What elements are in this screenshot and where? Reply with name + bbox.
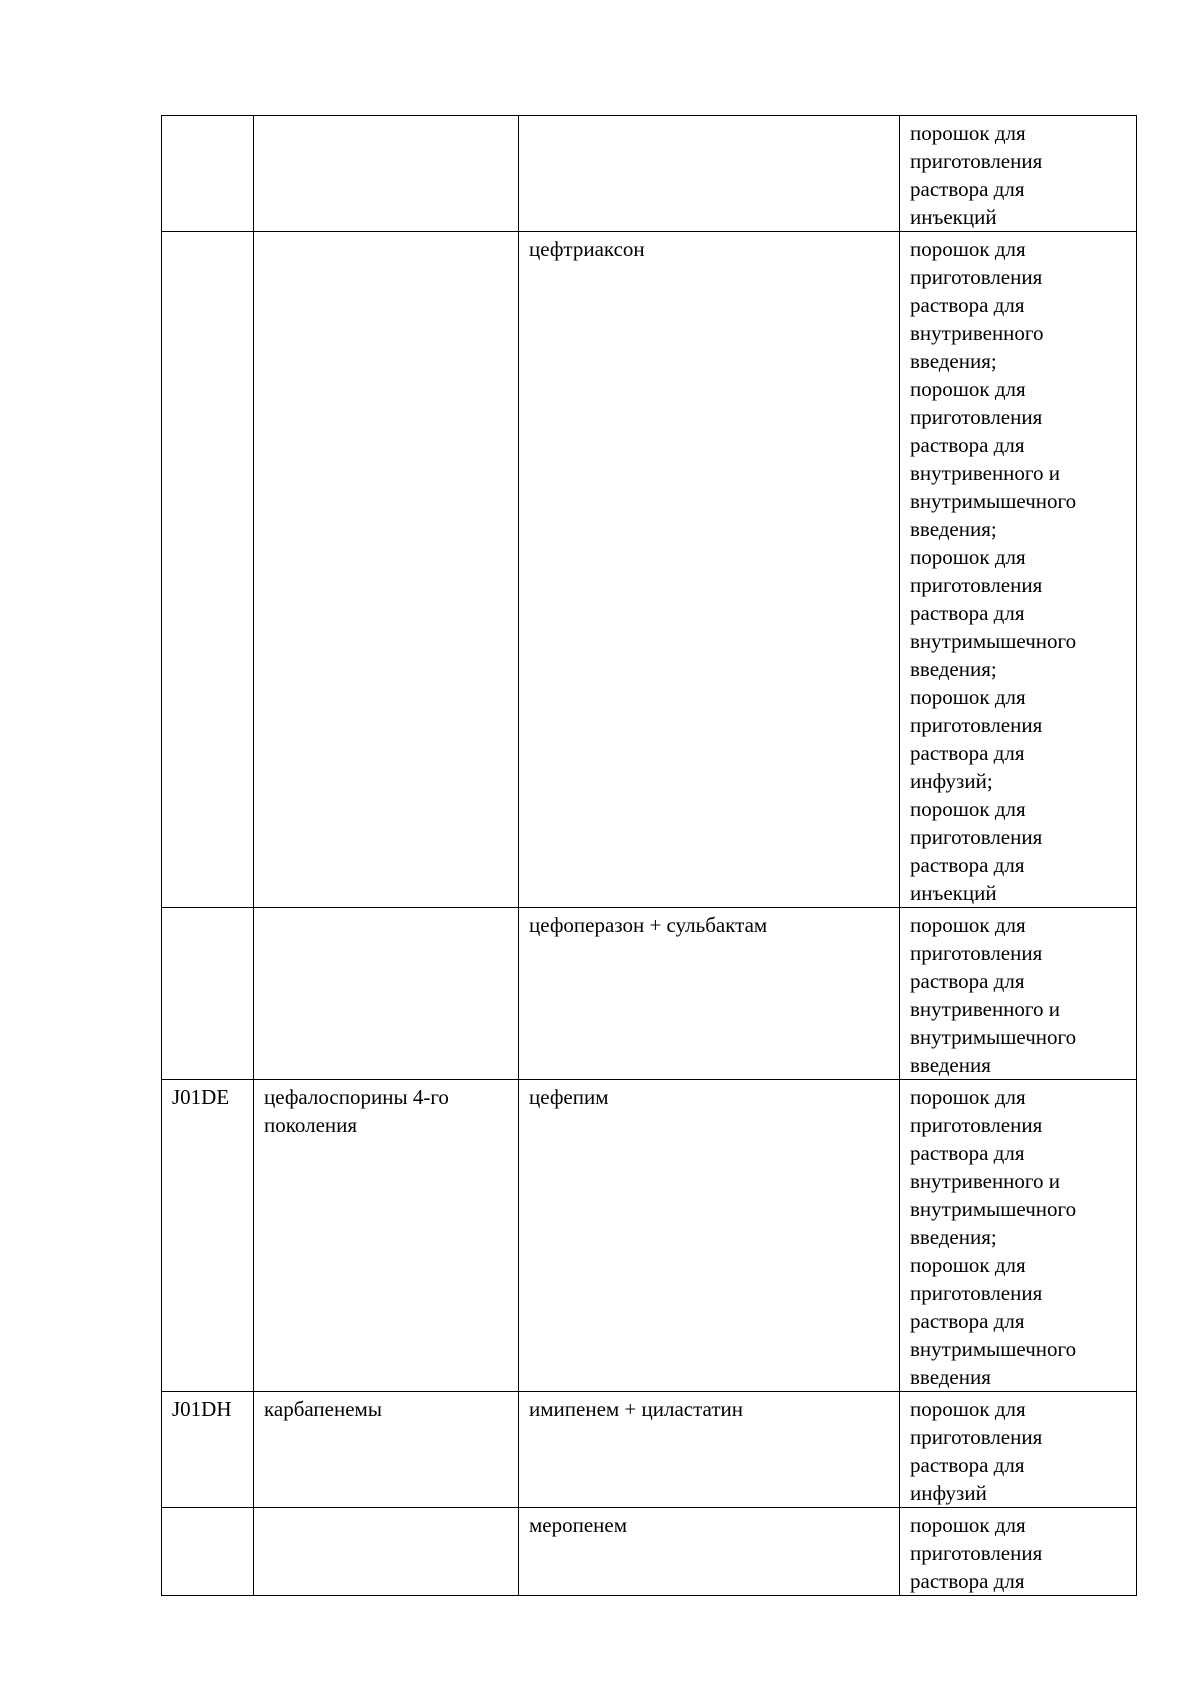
- dosage-form-cell: [900, 908, 1137, 1080]
- drug-name: цефепим: [529, 1085, 609, 1109]
- dosage-form: порошок для приготовления раствора для инъекций: [910, 121, 1043, 229]
- group-cell: [254, 1080, 519, 1392]
- atc-code-cell: [162, 1508, 254, 1596]
- atc-code-cell: [162, 232, 254, 908]
- drug-name: меропенем: [529, 1513, 628, 1537]
- pharmacological-group: цефалоспорины 4-го поколения: [264, 1085, 449, 1137]
- atc-code: J01DH: [172, 1397, 232, 1421]
- drug-name-cell: [519, 232, 900, 908]
- drug-name: цефоперазон + сульбактам: [529, 913, 768, 937]
- atc-code-cell: [162, 908, 254, 1080]
- group-cell: [254, 116, 519, 232]
- dosage-form-cell: [900, 1508, 1137, 1596]
- atc-code: J01DE: [172, 1085, 230, 1109]
- drug-name-cell: [519, 1508, 900, 1596]
- drug-table: [161, 115, 1137, 1596]
- table-row: [162, 1392, 1137, 1508]
- dosage-form: порошок для приготовления раствора для внутривенного и внутримышечного введения: [910, 913, 1077, 1077]
- pharmacological-group: карбапенемы: [264, 1397, 382, 1421]
- dosage-form-cell: [900, 1392, 1137, 1508]
- group-cell: [254, 232, 519, 908]
- dosage-form-cell: [900, 116, 1137, 232]
- dosage-form: порошок для приготовления раствора для инфузий: [910, 1397, 1043, 1505]
- drug-name-cell: [519, 1392, 900, 1508]
- dosage-form-cell: [900, 232, 1137, 908]
- drug-name: цефтриаксон: [529, 237, 645, 261]
- dosage-form: порошок для приготовления раствора для внутривенного введения; порошок для приготовления раствора для внутривенного и внутримышечного введения; порошок для приготовления раствора для внутримышечного введения; порошок для приготовления раствора для инфузий; порошок для приготовления раствора для инъекций: [910, 237, 1077, 905]
- group-cell: [254, 1508, 519, 1596]
- atc-code-cell: [162, 1392, 254, 1508]
- drug-name-cell: [519, 116, 900, 232]
- drug-name-cell: [519, 908, 900, 1080]
- atc-code-cell: [162, 1080, 254, 1392]
- dosage-form: порошок для приготовления раствора для: [910, 1513, 1043, 1593]
- drug-name-cell: [519, 1080, 900, 1392]
- drug-name: имипенем + циластатин: [529, 1397, 743, 1421]
- group-cell: [254, 1392, 519, 1508]
- table-row: [162, 1508, 1137, 1596]
- atc-code-cell: [162, 116, 254, 232]
- table-row: [162, 1080, 1137, 1392]
- group-cell: [254, 908, 519, 1080]
- table-row: [162, 116, 1137, 232]
- table-row: [162, 232, 1137, 908]
- dosage-form: порошок для приготовления раствора для внутривенного и внутримышечного введения; порошок для приготовления раствора для внутримышечного введения: [910, 1085, 1077, 1389]
- table-row: [162, 908, 1137, 1080]
- dosage-form-cell: [900, 1080, 1137, 1392]
